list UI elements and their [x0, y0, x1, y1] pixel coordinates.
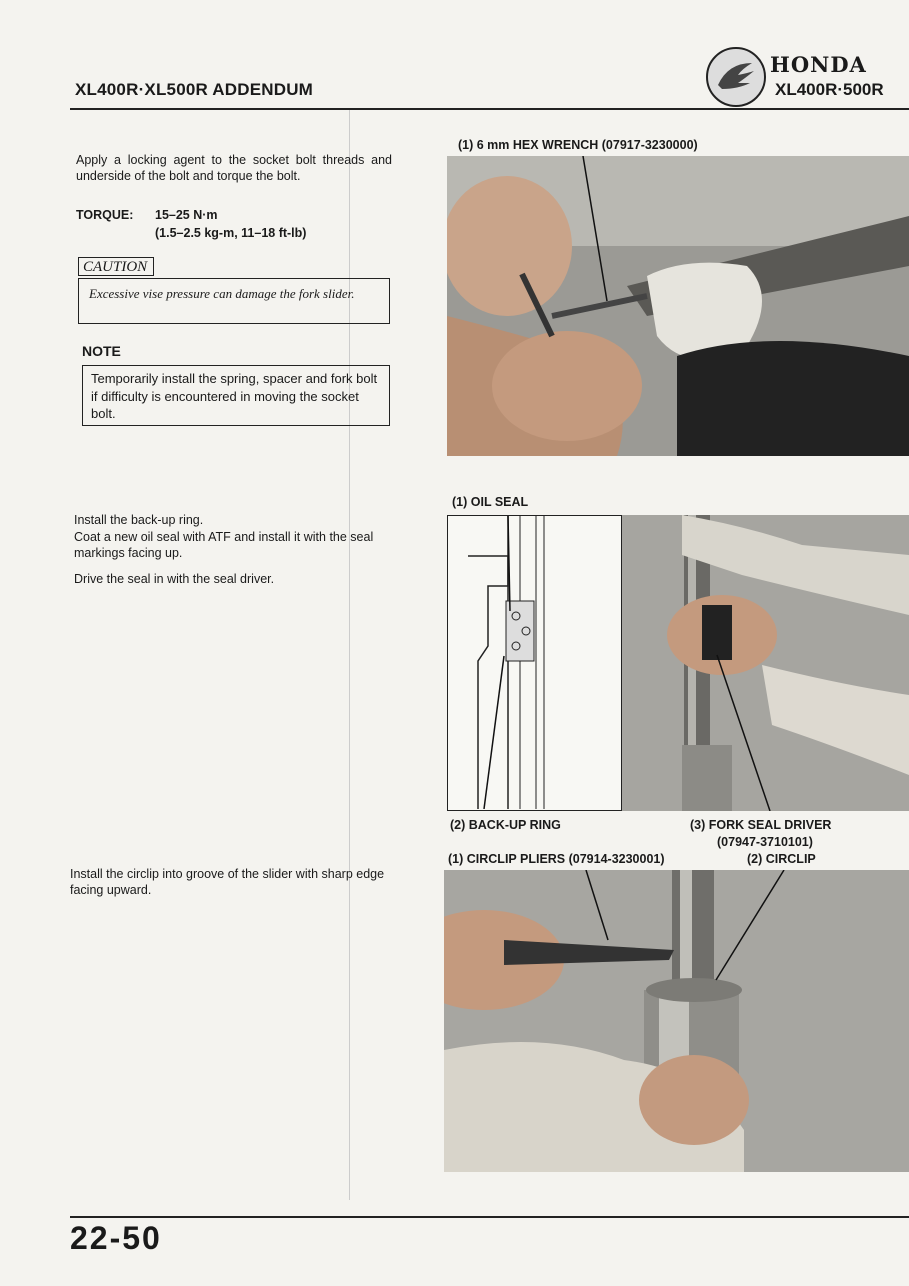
- note-box: Temporarily install the spring, spacer and fork bolt if difficulty is encountered in moving the socket bolt.: [82, 365, 390, 426]
- caution-box: Excessive vise pressure can damage the fork slider.: [78, 278, 390, 324]
- model-name: XL400R·500R: [775, 80, 884, 99]
- fig3-circlip-pliers-label: (1) CIRCLIP PLIERS (07914-3230001): [448, 852, 665, 866]
- page-number: 22-50: [70, 1220, 162, 1256]
- fig1-hex-wrench-label: (1) 6 mm HEX WRENCH (07917-3230000): [458, 138, 698, 152]
- fig2-cross-section-diagram: [447, 515, 622, 811]
- fig2-seal-driver-photo: [622, 515, 909, 811]
- fig3-circlip-photo: [444, 870, 909, 1172]
- footer-rule: [70, 1216, 909, 1218]
- fig2-backup-ring-label: (2) BACK-UP RING: [450, 818, 561, 832]
- honda-wing-logo: [706, 47, 766, 107]
- locking-agent-instruction: Apply a locking agent to the socket bolt threads and underside of the bolt and torque the bolt.: [76, 153, 392, 183]
- backup-ring-step: Install the back-up ring.: [74, 513, 204, 527]
- torque-label: TORQUE:: [76, 208, 134, 222]
- fig2-fork-seal-driver-part-number: (07947-3710101): [717, 835, 813, 849]
- header-rule: [70, 108, 909, 110]
- torque-alt-units: (1.5–2.5 kg-m, 11–18 ft-lb): [155, 226, 307, 240]
- seal-driver-step: Drive the seal in with the seal driver.: [74, 572, 275, 586]
- torque-value: 15–25 N·m: [155, 208, 218, 222]
- fig2-fork-seal-driver-label: (3) FORK SEAL DRIVER: [690, 818, 832, 832]
- brand-name: HONDA: [770, 52, 867, 77]
- fig1-hex-wrench-photo: [447, 156, 909, 456]
- fig2-oil-seal-label: (1) OIL SEAL: [452, 495, 529, 509]
- fig3-circlip-label: (2) CIRCLIP: [747, 852, 816, 866]
- page-gutter-line: [349, 110, 350, 1200]
- caution-label: CAUTION: [78, 257, 154, 276]
- circlip-step: Install the circlip into groove of the slider with sharp edge facing upward.: [70, 867, 385, 897]
- oil-seal-step: Coat a new oil seal with ATF and install it with the seal markings facing up.: [74, 530, 374, 560]
- page-header-title: XL400R·XL500R ADDENDUM: [75, 80, 314, 99]
- note-label: NOTE: [82, 343, 121, 359]
